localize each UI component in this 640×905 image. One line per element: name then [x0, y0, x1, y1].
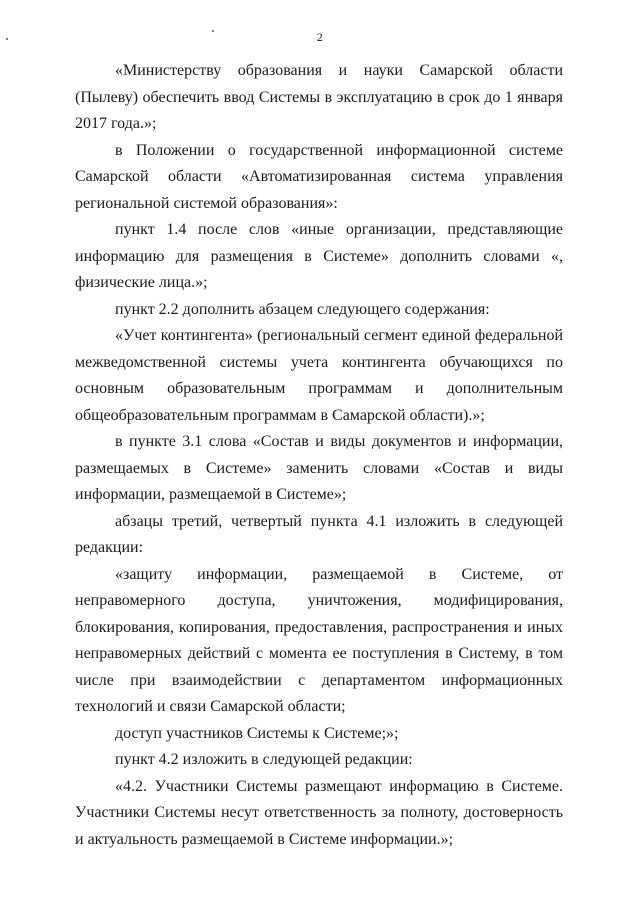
- document-body: [75, 58, 563, 853]
- paragraph: доступ участников Системы к Системе;»;: [115, 724, 399, 742]
- paragraph: абзацы третий, четвертый пункта 4.1 изложить в следующей редакции:: [75, 512, 563, 556]
- paragraph: пункт 4.2 изложить в следующей редакции:: [115, 751, 413, 768]
- paragraph: в пункте 3.1 слова «Состав и виды документов и информации, размещаемых в Системе» заменить словами «Состав и виды информации, размещаемой в Системе»;: [75, 433, 563, 503]
- paragraph: «Учет контингента» (региональный сегмент единой федеральной межведомственной системы учета контингента обучающихся по основным образовательным программам и дополнительным общеобразовательным программам в Самарской области).»;: [75, 327, 563, 424]
- paragraph: «4.2. Участники Системы размещают информацию в Системе. Участники Системы несут ответственность за полноту, достоверность и актуальность размещаемой в Системе информации.»;: [75, 777, 563, 848]
- paragraph: пункт 2.2 дополнить абзацем следующего содержания:: [115, 300, 490, 318]
- paragraph: пункт 1.4 после слов «иные организации, представляющие информацию для размещения в Системе» дополнить словами «, физические лица.»;: [75, 221, 563, 291]
- page-number: 2: [316, 30, 324, 44]
- paragraph: в Положении о государственной информационной системе Самарской области «Автоматизированная система управления региональной системой образования»:: [75, 141, 563, 212]
- paragraph: «Министерству образования и науки Самарской области (Пылеву) обеспечить ввод Системы в эксплуатацию в срок до 1 января 2017 года.»;: [75, 62, 563, 132]
- paragraph: «защиту информации, размещаемой в Системе, от неправомерного доступа, уничтожения, модифицирования, блокирования, копирования, предоставления, распространения и иных неправомерных действий с момента ее поступления в Систему, в том числе при взаимодействии с департаментом информационных технологий и связи Самарской области;: [75, 565, 563, 715]
